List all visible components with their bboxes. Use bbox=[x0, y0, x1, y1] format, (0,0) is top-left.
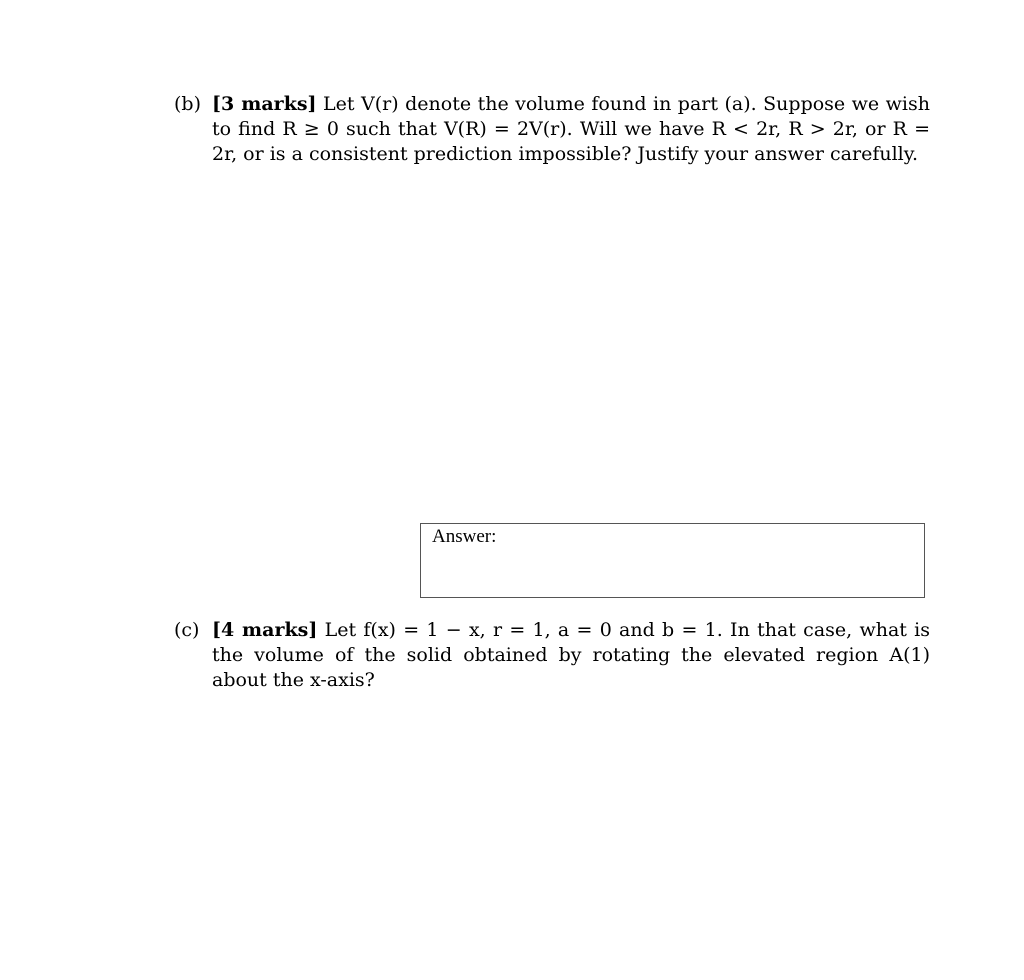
answer-label: Answer: bbox=[432, 526, 497, 547]
question-c-line bbox=[174, 618, 930, 693]
question-b-marks: [3 marks] bbox=[212, 93, 317, 115]
question-c-text: Let f(x) = 1 − x, r = 1, a = 0 and b = 1. In that case, what is the volume of the solid obtained by rotating the elevated region A(1) about the x-axis? bbox=[212, 619, 931, 691]
question-b-text: Let V(r) denote the volume found in part (a). Suppose we wish to find R ≥ 0 such that V(R) = 2V(r). Will we have R < 2r, R > 2r, or R = 2r, or is a consistent prediction impossible? Justify your answer carefully. bbox=[212, 93, 930, 165]
question-c-marks: [4 marks] bbox=[212, 619, 318, 641]
question-b bbox=[174, 92, 930, 167]
question-b-label: (b) bbox=[174, 93, 201, 115]
question-b-line bbox=[174, 92, 930, 167]
question-c-label: (c) bbox=[174, 619, 200, 641]
answer-input-area[interactable] bbox=[421, 552, 924, 597]
question-c bbox=[174, 618, 930, 693]
question-c-body bbox=[212, 618, 930, 693]
answer-box[interactable] bbox=[420, 523, 925, 598]
question-b-body bbox=[212, 92, 930, 167]
